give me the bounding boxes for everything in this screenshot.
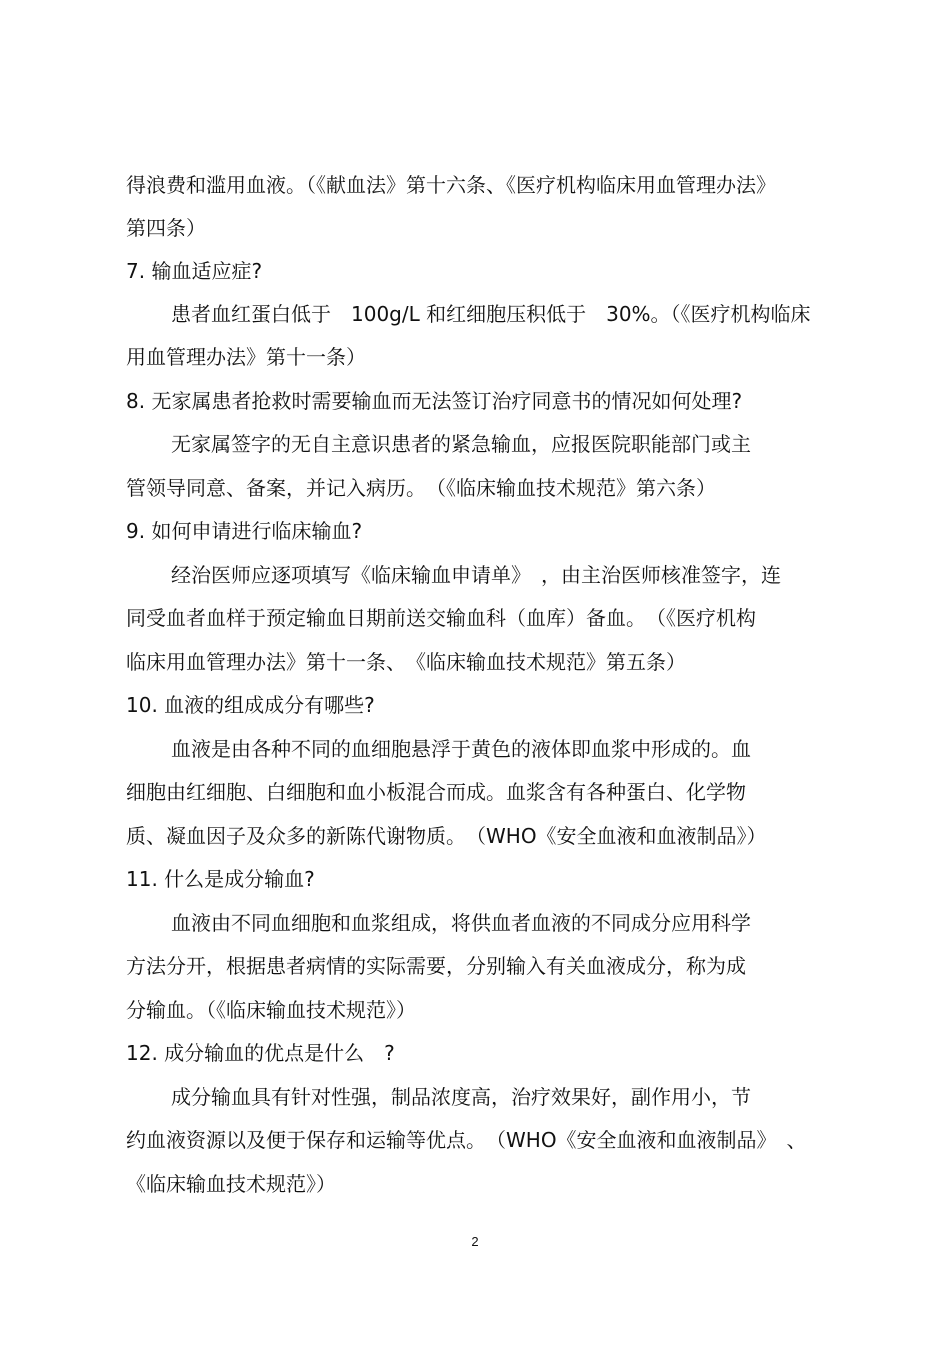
answer-text: 血液由不同血细胞和血浆组成，将供血者血液的不同成分应用科学	[171, 911, 751, 935]
answer-text: 约血液资源以及便于保存和运输等优点。 （WHO《安全血液和血液制品》 、	[126, 1128, 807, 1152]
answer-text: 方法分开，根据患者病情的实际需要，分别输入有关血液成分，称为成	[126, 954, 746, 978]
text-line: 第四条）	[126, 216, 206, 240]
answer-text: 同受血者血样于预定输血日期前送交输血科（血库）备血。 （《医疗机构	[126, 606, 756, 630]
answer-text: 无家属签字的无自主意识患者的紧急输血，应报医院职能部门或主	[171, 432, 751, 456]
question-heading: 12. 成分输血的优点是什么 ?	[126, 1041, 395, 1065]
answer-text: 《临床输血技术规范》）	[126, 1172, 336, 1196]
answer-text: 成分输血具有针对性强，制品浓度高，治疗效果好，副作用小，节	[171, 1085, 751, 1109]
answer-text: 经治医师应逐项填写《临床输血申请单》 ，由主治医师核准签字，连	[171, 563, 781, 587]
question-heading: 8. 无家属患者抢救时需要输血而无法签订治疗同意书的情况如何处理?	[126, 389, 743, 413]
text-line: 得浪费和滥用血液。（《献血法》第十六条、《医疗机构临床用血管理办法》	[126, 173, 776, 197]
answer-text: 患者血红蛋白低于 100g/L 和红细胞压积低于 30%。（《医疗机构临床	[171, 302, 811, 326]
question-heading: 7. 输血适应症?	[126, 259, 263, 283]
answer-text: 管领导同意、备案，并记入病历。 （《临床输血技术规范》第六条）	[126, 476, 716, 500]
question-heading: 10. 血液的组成成分有哪些?	[126, 693, 375, 717]
question-heading: 11. 什么是成分输血?	[126, 867, 315, 891]
answer-text: 细胞由红细胞、白细胞和血小板混合而成。血浆含有各种蛋白、化学物	[126, 780, 746, 804]
answer-text: 血液是由各种不同的血细胞悬浮于黄色的液体即血浆中形成的。血	[171, 737, 751, 761]
question-heading: 9. 如何申请进行临床输血?	[126, 519, 363, 543]
answer-text: 临床用血管理办法》第十一条、 《临床输血技术规范》第五条）	[126, 650, 686, 674]
answer-text: 分输血。（《临床输血技术规范》）	[126, 998, 416, 1022]
answer-text: 质、凝血因子及众多的新陈代谢物质。 （WHO《安全血液和血液制品》）	[126, 824, 767, 848]
answer-text: 用血管理办法》第十一条）	[126, 345, 366, 369]
page-number: 2	[471, 1234, 479, 1249]
